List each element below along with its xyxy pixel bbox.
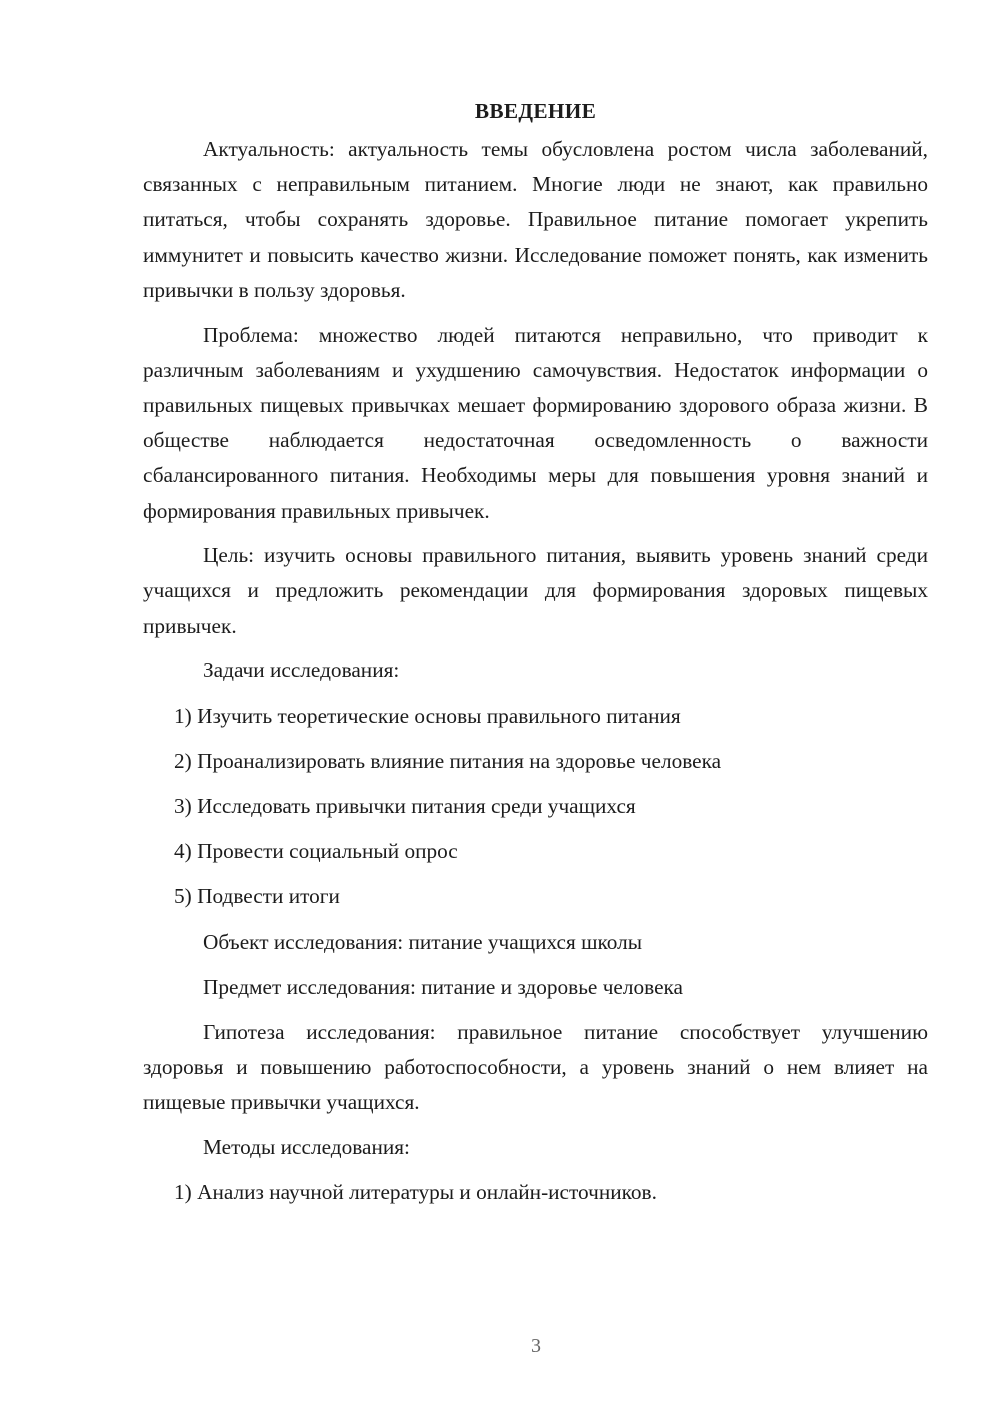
list-item: 1) Изучить теоретические основы правильного питания: [174, 703, 681, 728]
methods-list: [143, 1175, 928, 1210]
section-heading: ВВЕДЕНИЕ: [474, 99, 597, 123]
tasks-list: [143, 699, 928, 915]
methods-heading: Методы исследования:: [203, 1135, 410, 1160]
document-page: [143, 96, 928, 1220]
goal-paragraph: Цель: изучить основы правильного питания, выявить уровень знаний среди учащихся и предложить рекомендации для формирования здоровых пищевых привычек.: [143, 543, 928, 638]
research-object: Объект исследования: питание учащихся школы: [203, 929, 643, 954]
list-item: 4) Провести социальный опрос: [174, 839, 458, 864]
hypothesis-paragraph: Гипотеза исследования: правильное питание способствует улучшению здоровья и повышению работоспособности, а уровень знаний о нем влияет на пищевые привычки учащихся.: [143, 1019, 928, 1115]
list-item: 5) Подвести итоги: [174, 884, 340, 909]
problem-paragraph: Проблема: множество людей питаются неправильно, что приводит к различным заболеваниям и ухудшению самочувствия. Недостаток информации о правильных пищевых привычках мешает формированию здорового образа жизни. В обществе наблюдается недостаточная осведомленность о важности сбалансированного питания. Необходимы меры для повышения уровня знаний и формирования правильных привычек.: [143, 322, 928, 523]
tasks-heading: Задачи исследования:: [203, 658, 400, 683]
list-item: 3) Исследовать привычки питания среди учащихся: [174, 793, 636, 818]
list-item: 2) Проанализировать влияние питания на здоровье человека: [174, 748, 722, 773]
page-number: 3: [531, 1335, 541, 1357]
list-item: 1) Анализ научной литературы и онлайн-источников.: [174, 1180, 657, 1205]
research-subject: Предмет исследования: питание и здоровье человека: [203, 974, 684, 999]
relevance-paragraph: Актуальность: актуальность темы обусловлена ростом числа заболеваний, связанных с неправильным питанием. Многие люди не знают, как правильно питаться, чтобы сохранять здоровье. Правильное питание помогает укрепить иммунитет и повысить качество жизни. Исследование поможет понять, как изменить привычки в пользу здоровья.: [143, 137, 928, 302]
